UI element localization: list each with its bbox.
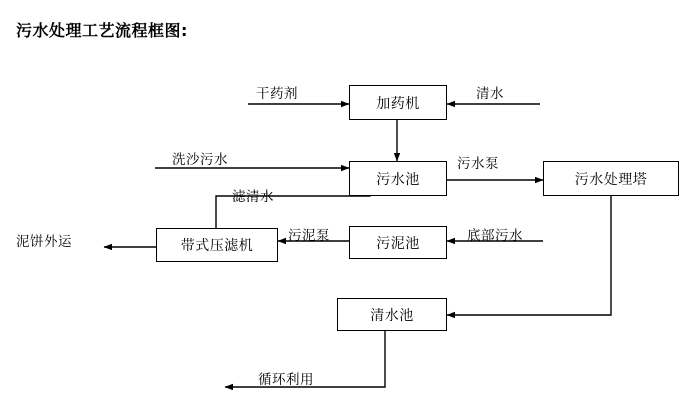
edge-label-dry-agent: 干药剂 (256, 86, 298, 102)
node-sewage-pool (349, 161, 447, 196)
node-belt-filter-press (156, 228, 278, 262)
edge-label-bottom-sewage: 底部污水 (467, 228, 523, 244)
edge-label-mud-cake-out: 泥饼外运 (16, 234, 72, 250)
edge-label-filtrate-clear-water: 滤清水 (232, 189, 274, 205)
node-label: 污泥池 (376, 235, 420, 252)
edge-label-sludge-pump: 污泥泵 (288, 228, 330, 244)
node-label: 加药机 (376, 95, 420, 112)
node-sewage-treatment-tower (543, 161, 679, 196)
edge-label-recycle-use: 循环利用 (258, 372, 314, 388)
edge-label-clear-water-in: 清水 (476, 86, 504, 102)
node-sludge-pool (349, 226, 447, 259)
edge-label-sand-washing-sewage: 洗沙污水 (172, 152, 228, 168)
node-label: 清水池 (370, 307, 414, 324)
node-label: 污水池 (376, 171, 420, 188)
edge-label-sewage-pump: 污水泵 (457, 156, 499, 172)
node-clean-water-pool (337, 298, 447, 331)
node-label: 污水处理塔 (574, 171, 648, 188)
page-title: 污水处理工艺流程框图: (16, 21, 188, 40)
node-dosing-machine (349, 85, 447, 120)
node-label: 带式压滤机 (180, 238, 254, 254)
